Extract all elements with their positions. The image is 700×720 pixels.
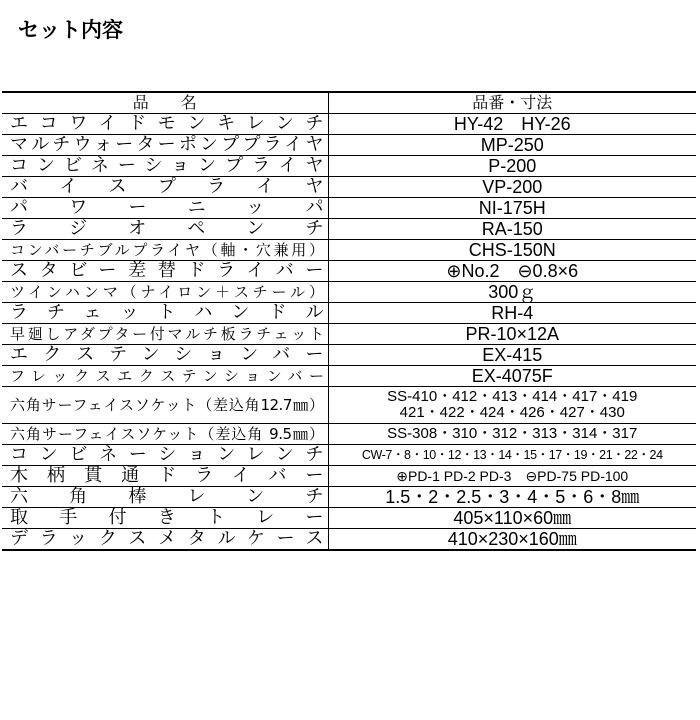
item-name: スタビー差替ドライバー <box>2 261 328 282</box>
item-code: PR-10×12A <box>328 324 696 345</box>
item-code: 300ｇ <box>328 282 696 303</box>
table-row <box>2 445 696 466</box>
item-name: パワーニッパ <box>2 198 328 219</box>
header-name: 品 名 <box>2 92 328 114</box>
item-name: バイスプライヤ <box>2 177 328 198</box>
table-row <box>2 198 696 219</box>
table-header-row <box>2 92 696 114</box>
table-row <box>2 240 696 261</box>
item-name: エクステンションバー <box>2 345 328 366</box>
table-row <box>2 424 696 445</box>
item-code: RA-150 <box>328 219 696 240</box>
table-row <box>2 508 696 529</box>
table-row <box>2 282 696 303</box>
item-code: EX-415 <box>328 345 696 366</box>
item-name: 木柄貫通ドライバー <box>2 466 328 487</box>
item-code-line-2: 421・422・424・426・427・430 <box>399 404 625 421</box>
item-code: 410×230×160㎜ <box>328 529 696 551</box>
item-name: 六角棒レンチ <box>2 487 328 508</box>
item-code: EX-4075F <box>328 366 696 387</box>
table-row <box>2 466 696 487</box>
table-row <box>2 345 696 366</box>
table-row <box>2 219 696 240</box>
set-contents-table <box>2 91 696 551</box>
item-code: NI-175H <box>328 198 696 219</box>
table-row <box>2 177 696 198</box>
item-name: エコワイドモンキレンチ <box>2 114 328 135</box>
header-code: 品番・寸法 <box>328 92 696 114</box>
item-name: デラックスメタルケース <box>2 529 328 551</box>
page-title: セット内容 <box>18 18 123 42</box>
table-row <box>2 303 696 324</box>
item-code: ⊕No.2 ⊖0.8×6 <box>328 261 696 282</box>
table-row <box>2 387 696 424</box>
item-code: 1.5・2・2.5・3・4・5・6・8㎜ <box>328 487 696 508</box>
item-name: コンビネーションレンチ <box>2 445 328 466</box>
table-row <box>2 156 696 177</box>
table-row <box>2 529 696 551</box>
item-name: コンビネーションプライヤ <box>2 156 328 177</box>
item-name: フレックスエクステンションバー <box>2 366 328 387</box>
item-name: 六角サーフェイスソケット（差込角 9.5㎜） <box>2 424 328 445</box>
item-code-line-1: SS-410・412・413・414・417・419 <box>387 388 638 405</box>
item-name: ツインハンマ（ナイロン＋スチール） <box>2 282 328 303</box>
item-code <box>328 387 696 424</box>
table-row <box>2 135 696 156</box>
table-row <box>2 366 696 387</box>
item-name: ラジオペンチ <box>2 219 328 240</box>
item-code: HY-42 HY-26 <box>328 114 696 135</box>
table-row <box>2 261 696 282</box>
item-name: マルチウォーターポンププライヤ <box>2 135 328 156</box>
item-name: ラチェットハンドル <box>2 303 328 324</box>
item-name: 取手付きトレー <box>2 508 328 529</box>
table-row <box>2 324 696 345</box>
item-code: SS-308・310・312・313・314・317 <box>328 424 696 445</box>
item-code: 405×110×60㎜ <box>328 508 696 529</box>
item-code: CW-7・8・10・12・13・14・15・17・19・21・22・24 <box>328 445 696 466</box>
item-code: VP-200 <box>328 177 696 198</box>
item-code: CHS-150N <box>328 240 696 261</box>
table-row <box>2 114 696 135</box>
item-code: RH-4 <box>328 303 696 324</box>
item-code: MP-250 <box>328 135 696 156</box>
item-code: P-200 <box>328 156 696 177</box>
item-name: コンバーチブルプライヤ（軸・穴兼用） <box>2 240 328 261</box>
item-name: 六角サーフェイスソケット（差込角12.7㎜） <box>2 387 328 424</box>
item-code: ⊕PD-1 PD-2 PD-3 ⊖PD-75 PD-100 <box>328 466 696 487</box>
table-row <box>2 487 696 508</box>
item-name: 早廻しアダプター付マルチ板ラチェット <box>2 324 328 345</box>
